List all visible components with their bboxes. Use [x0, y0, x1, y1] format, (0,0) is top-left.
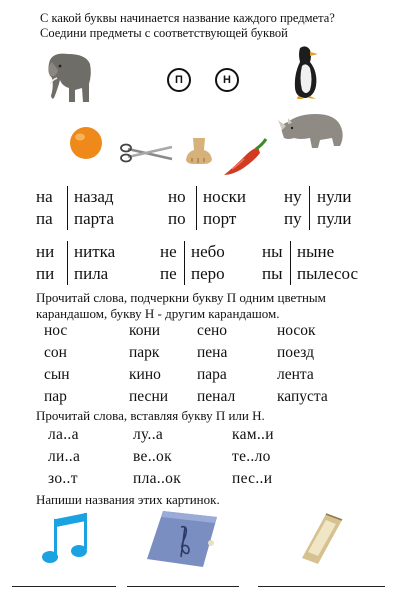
word-pero: перо	[191, 264, 225, 283]
task3-instruction: Прочитай слова, вставляя букву П или Н.	[36, 408, 265, 423]
answer-line[interactable]	[12, 586, 116, 587]
pepper-picture	[220, 137, 270, 179]
word-nuli: нули	[317, 187, 352, 206]
word-puli: пули	[317, 209, 352, 228]
word-item: кино	[129, 366, 161, 383]
word-item: пара	[197, 366, 227, 383]
syllable-ne: не	[160, 242, 177, 261]
word-item: лента	[277, 366, 314, 383]
syllable-pu: пу	[284, 209, 302, 228]
fill-word: ли..а	[48, 448, 81, 465]
instruction-line-1: С какой буквы начинается название каждого предмета?	[40, 11, 335, 25]
orange-picture	[67, 125, 105, 161]
word-item: нос	[44, 322, 68, 339]
word-item: пар	[44, 388, 67, 405]
word-item: кони	[129, 322, 161, 339]
letter-p: П	[175, 74, 183, 86]
syllable-no: но	[168, 187, 186, 206]
letter-n-circle[interactable]	[215, 68, 239, 92]
answer-line[interactable]	[127, 586, 239, 587]
task2-line-2: карандашом, букву Н - другим карандашом.	[36, 306, 280, 321]
instruction-line-2: Соедини предметы с соответствующей буквой	[40, 26, 288, 40]
letter-n: Н	[223, 74, 231, 86]
fill-word: лу..а	[133, 426, 164, 443]
answer-line[interactable]	[258, 586, 385, 587]
divider-line	[184, 241, 185, 285]
syllable-nu: ну	[284, 187, 302, 206]
fill-word: те..ло	[232, 448, 271, 465]
elephant-picture	[42, 50, 96, 106]
pencil-case-picture	[296, 512, 346, 566]
syllable-pe: пе	[160, 264, 177, 283]
syllable-ny: ны	[262, 242, 283, 261]
word-item: капуста	[277, 388, 328, 405]
fill-word: зо..т	[48, 470, 78, 487]
word-nazad: назад	[74, 187, 114, 206]
divider-line	[290, 241, 291, 285]
word-nyne: ныне	[297, 242, 335, 261]
word-port: порт	[203, 209, 237, 228]
divider-line	[67, 241, 68, 285]
syllable-pa: па	[36, 209, 53, 228]
scissors-picture	[120, 141, 174, 165]
divider-line	[67, 186, 68, 230]
word-item: песни	[129, 388, 169, 405]
syllable-pi: пи	[36, 264, 55, 283]
syllable-py: пы	[262, 264, 283, 283]
word-nitka: нитка	[74, 242, 116, 261]
music-notebook-picture	[145, 509, 221, 569]
musical-notes-picture	[40, 511, 92, 567]
task4-instruction: Напиши названия этих картинок.	[36, 492, 220, 507]
divider-line	[196, 186, 197, 230]
word-item: сено	[197, 322, 227, 339]
word-item: пенал	[197, 388, 236, 405]
fill-word: ла..а	[48, 426, 79, 443]
word-parta: парта	[74, 209, 115, 228]
fill-word: кам..и	[232, 426, 274, 443]
word-item: пена	[197, 344, 228, 361]
fill-word: пес..и	[232, 470, 273, 487]
word-item: поезд	[277, 344, 315, 361]
syllable-po: по	[168, 209, 186, 228]
task2-line-1: Прочитай слова, подчеркни букву П одним цветным	[36, 290, 326, 305]
syllable-ni: ни	[36, 242, 55, 261]
word-item: сын	[44, 366, 70, 383]
letter-p-circle[interactable]	[167, 68, 191, 92]
word-pylesos: пылесос	[297, 264, 358, 283]
fill-word: пла..ок	[133, 470, 182, 487]
divider-line	[309, 186, 310, 230]
paw-picture	[184, 136, 214, 166]
word-noski: носки	[203, 187, 246, 206]
word-item: парк	[129, 344, 160, 361]
word-item: сон	[44, 344, 67, 361]
fill-word: ве..ок	[133, 448, 172, 465]
word-item: носок	[277, 322, 316, 339]
syllable-na: на	[36, 187, 53, 206]
word-nebo: небо	[191, 242, 225, 261]
rhinoceros-picture	[276, 106, 346, 152]
word-pila: пила	[74, 264, 109, 283]
penguin-picture	[286, 44, 326, 100]
